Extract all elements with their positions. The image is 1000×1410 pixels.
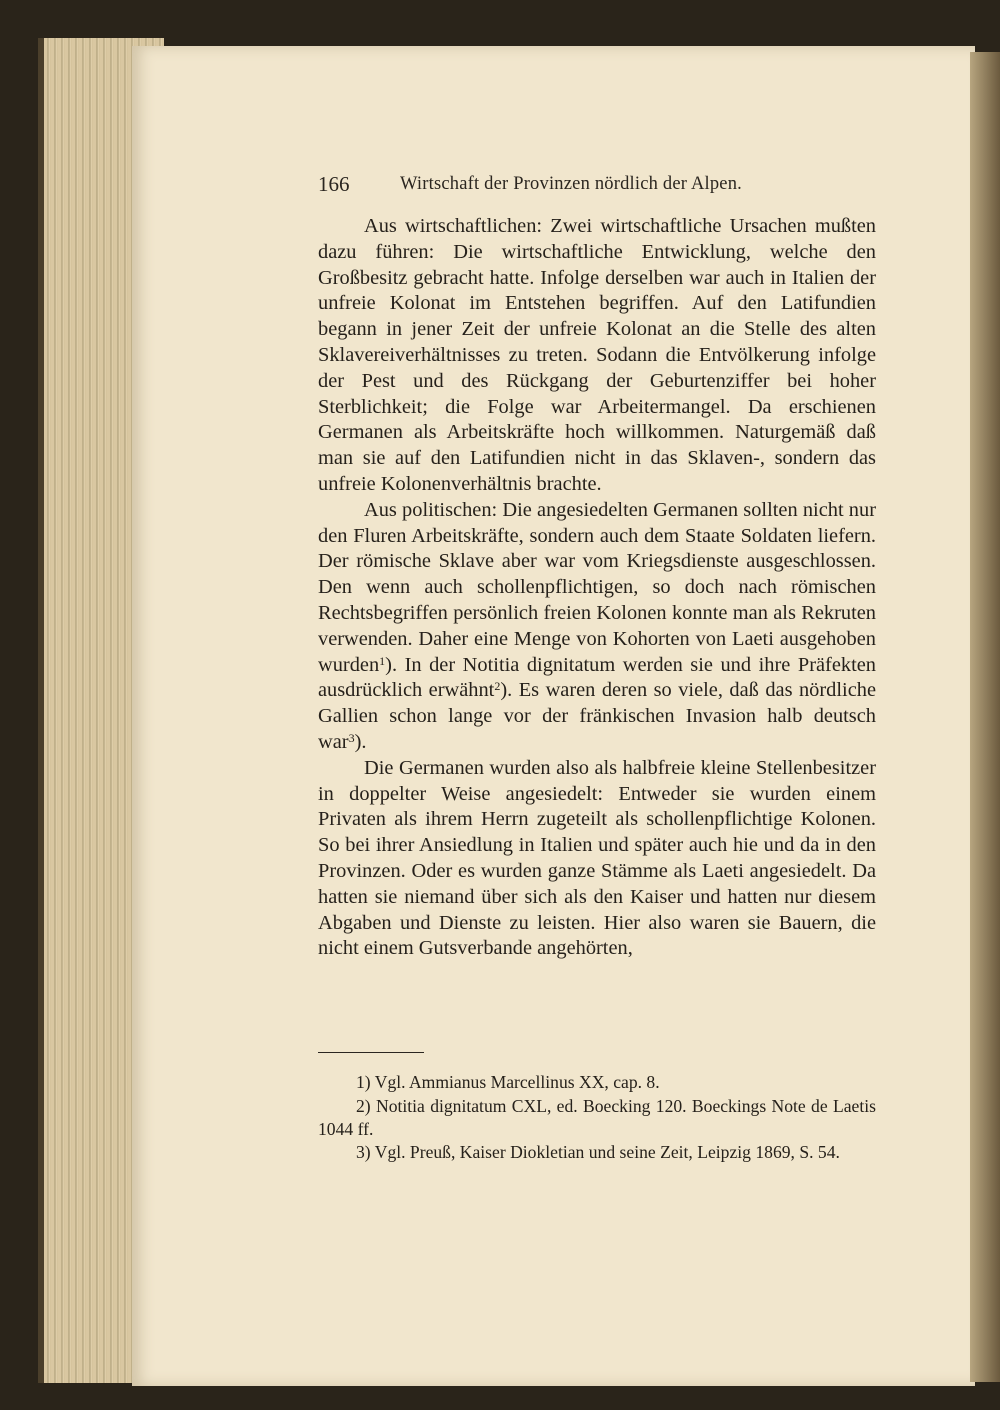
paragraph-3: Die Germanen wurden also als halbfreie kleine Stellenbesitzer in doppelter Weise angesiedelt: Entweder sie wurden einem Privaten als ihrem Herrn zugeteilt als schollenpflichtige Kolonen. So bei ihrer Ansiedlung in Italien und später auch hie und da in den Provinzen. Oder es wurden ganze Stämme als Laeti angesiedelt. Da hatten sie niemand über sich als den Kaiser und hatten nur diesem Abgaben und Dienste zu leisten. Hier also waren sie Bauern, die nicht einem Gutsverbande angehörten,: [318, 756, 876, 960]
paragraph-2-part-c: ). Es waren deren so viele, daß das nördliche Gallien schon lange vor der fränkischen Invasion halb deutsch war: [318, 679, 876, 753]
paragraph-2-part-a: Aus politischen: Die angesiedelten Germanen sollten nicht nur den Fluren Arbeitskräfte, sondern auch dem Staate Soldaten liefern. Der römische Sklave aber war vom Kriegsdienste ausgeschlossen. Den wenn auch schollenpflichtigen, so doch nach römischen Rechtsbegriffen persönlich freien Kolonen konnte man als Rekruten verwenden. Daher eine Menge von Kohorten von Laeti ausgehoben wurden: [318, 498, 876, 676]
footnote-3: 3) Vgl. Preuß, Kaiser Diokletian und seine Zeit, Leipzig 1869, S. 54.: [356, 1142, 840, 1163]
footnote-2: 2) Notitia dignitatum CXL, ed. Boecking 120. Boeckings Note de Laetis 1044 ff.: [318, 1095, 876, 1139]
paragraph-1: Aus wirtschaftlichen: Zwei wirtschaftliche Ursachen mußten dazu führen: Die wirtschaftliche Entwicklung, welche den Großbesitz gebracht hatte. Infolge derselben war auch in Italien der unfreie Kolonat im Entstehen begriffen. Auf den Latifundien begann in jener Zeit der unfreie Kolonat an die Stelle des alten Sklavereiverhältnisses zu treten. Sodann die Entvölkerung infolge der Pest und des Rückgang der Geburtenziffer bei hoher Sterblichkeit; die Folge war Arbeitermangel. Da erschienen Germanen als Arbeitskräfte hoch willkommen. Naturgemäß daß man sie auf den Latifundien nicht in das Sklaven-, sondern das unfreie Kolonenverhältnis brachte.: [318, 215, 876, 495]
running-head: Wirtschaft der Provinzen nördlich der Alpen.: [400, 174, 742, 194]
paragraph-2: [318, 498, 876, 756]
page-number: 166: [318, 172, 350, 196]
footnote-rule: [318, 1052, 424, 1053]
paragraph-2-part-d: ).: [354, 730, 367, 753]
page-header: [318, 172, 878, 202]
footnote-ref-3: 3: [348, 730, 355, 745]
footnotes: [318, 1071, 876, 1165]
binding-shadow: [970, 52, 1000, 1382]
body-text: [318, 214, 876, 962]
footnote-1: 1) Vgl. Ammianus Marcellinus XX, cap. 8.: [356, 1072, 660, 1092]
footnote-ref-2: 2: [494, 679, 501, 694]
paragraph-2-part-b: ). In der Notitia dignitatum werden sie und ihre Präfekten ausdrücklich erwähnt: [318, 653, 876, 702]
footnote-ref-1: 1: [379, 653, 386, 668]
